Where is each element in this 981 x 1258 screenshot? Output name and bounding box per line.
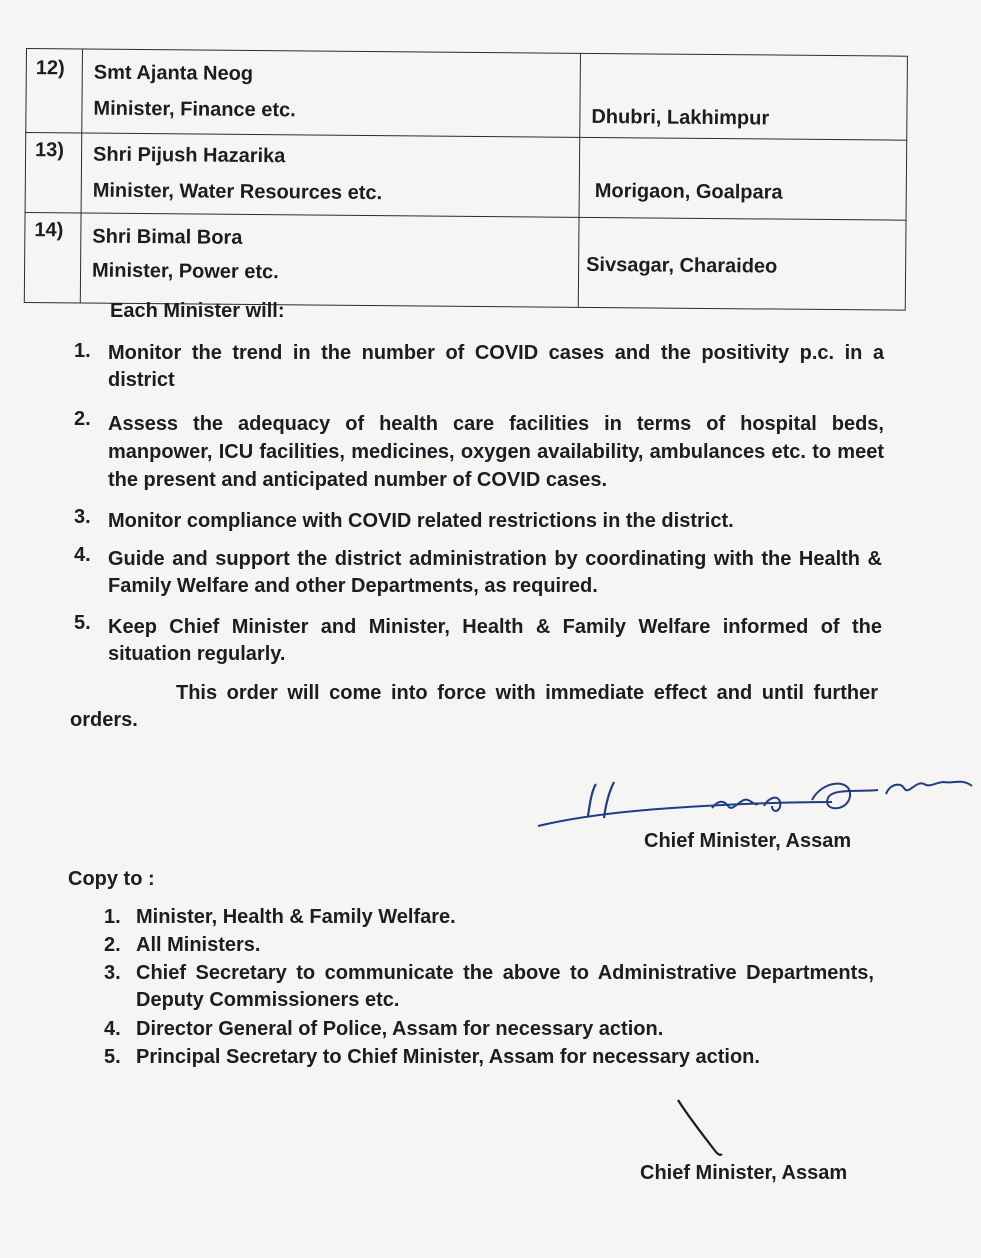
minister-table [24, 48, 908, 311]
list-number: 5. [74, 612, 91, 634]
order-text: This order will come into force with immediate effect and until further orders. [70, 682, 878, 731]
list-number: 4. [104, 1018, 121, 1040]
duty-item: Guide and support the district administration by coordinating with the Health & Family Welfare and other Departments, as required. [108, 548, 882, 597]
table-row-no: 14) [34, 219, 64, 242]
duty-item: Monitor compliance with COVID related restrictions in the district. [108, 510, 734, 532]
list-number: 5. [104, 1046, 121, 1068]
copy-to-item: Principal Secretary to Chief Minister, Assam for necessary action. [136, 1046, 760, 1068]
signatory-title: Chief Minister, Assam [640, 1162, 848, 1184]
minister-role: Minister, Finance etc. [93, 97, 296, 122]
list-number: 1. [104, 906, 121, 928]
signatory-title: Chief Minister, Assam [644, 830, 852, 852]
duty-item: Keep Chief Minister and Minister, Health & Family Welfare informed of the situation regularly. [108, 616, 882, 665]
duty-item: Assess the adequacy of health care facilities in terms of hospital beds, manpower, ICU facilities, medicines, oxygen availability, ambulances etc. to meet the present and anticipated number of COVID cases. [108, 413, 884, 491]
list-number: 2. [74, 408, 91, 430]
list-number: 3. [74, 506, 91, 528]
minister-districts: Morigaon, Goalpara [594, 179, 783, 204]
list-number: 3. [104, 962, 121, 984]
minister-districts: Dhubri, Lakhimpur [591, 105, 770, 130]
copy-to-label: Copy to : [68, 868, 155, 890]
list-number: 2. [104, 934, 121, 956]
copy-to-item: All Ministers. [136, 934, 261, 956]
copy-to-item: Minister, Health & Family Welfare. [136, 906, 456, 928]
signature-mark [672, 1096, 732, 1160]
copy-to-item: Chief Secretary to communicate the above to Administrative Departments, Deputy Commissioners etc. [136, 962, 874, 1011]
minister-name: Smt Ajanta Neog [93, 61, 254, 85]
minister-districts: Sivsagar, Charaideo [586, 253, 778, 278]
copy-to-item: Director General of Police, Assam for necessary action. [136, 1018, 664, 1040]
minister-name: Shri Pijush Hazarika [92, 143, 286, 168]
minister-name: Shri Bimal Bora [92, 225, 243, 249]
list-number: 4. [74, 544, 91, 566]
duty-item: Monitor the trend in the number of COVID cases and the positivity p.c. in a district [108, 342, 884, 391]
table-row-no: 12) [35, 57, 65, 80]
intro-text: Each Minister will: [110, 300, 285, 322]
table-row-no: 13) [35, 139, 65, 162]
minister-role: Minister, Power etc. [91, 259, 279, 284]
minister-role: Minister, Water Resources etc. [92, 179, 383, 205]
list-number: 1. [74, 340, 91, 362]
